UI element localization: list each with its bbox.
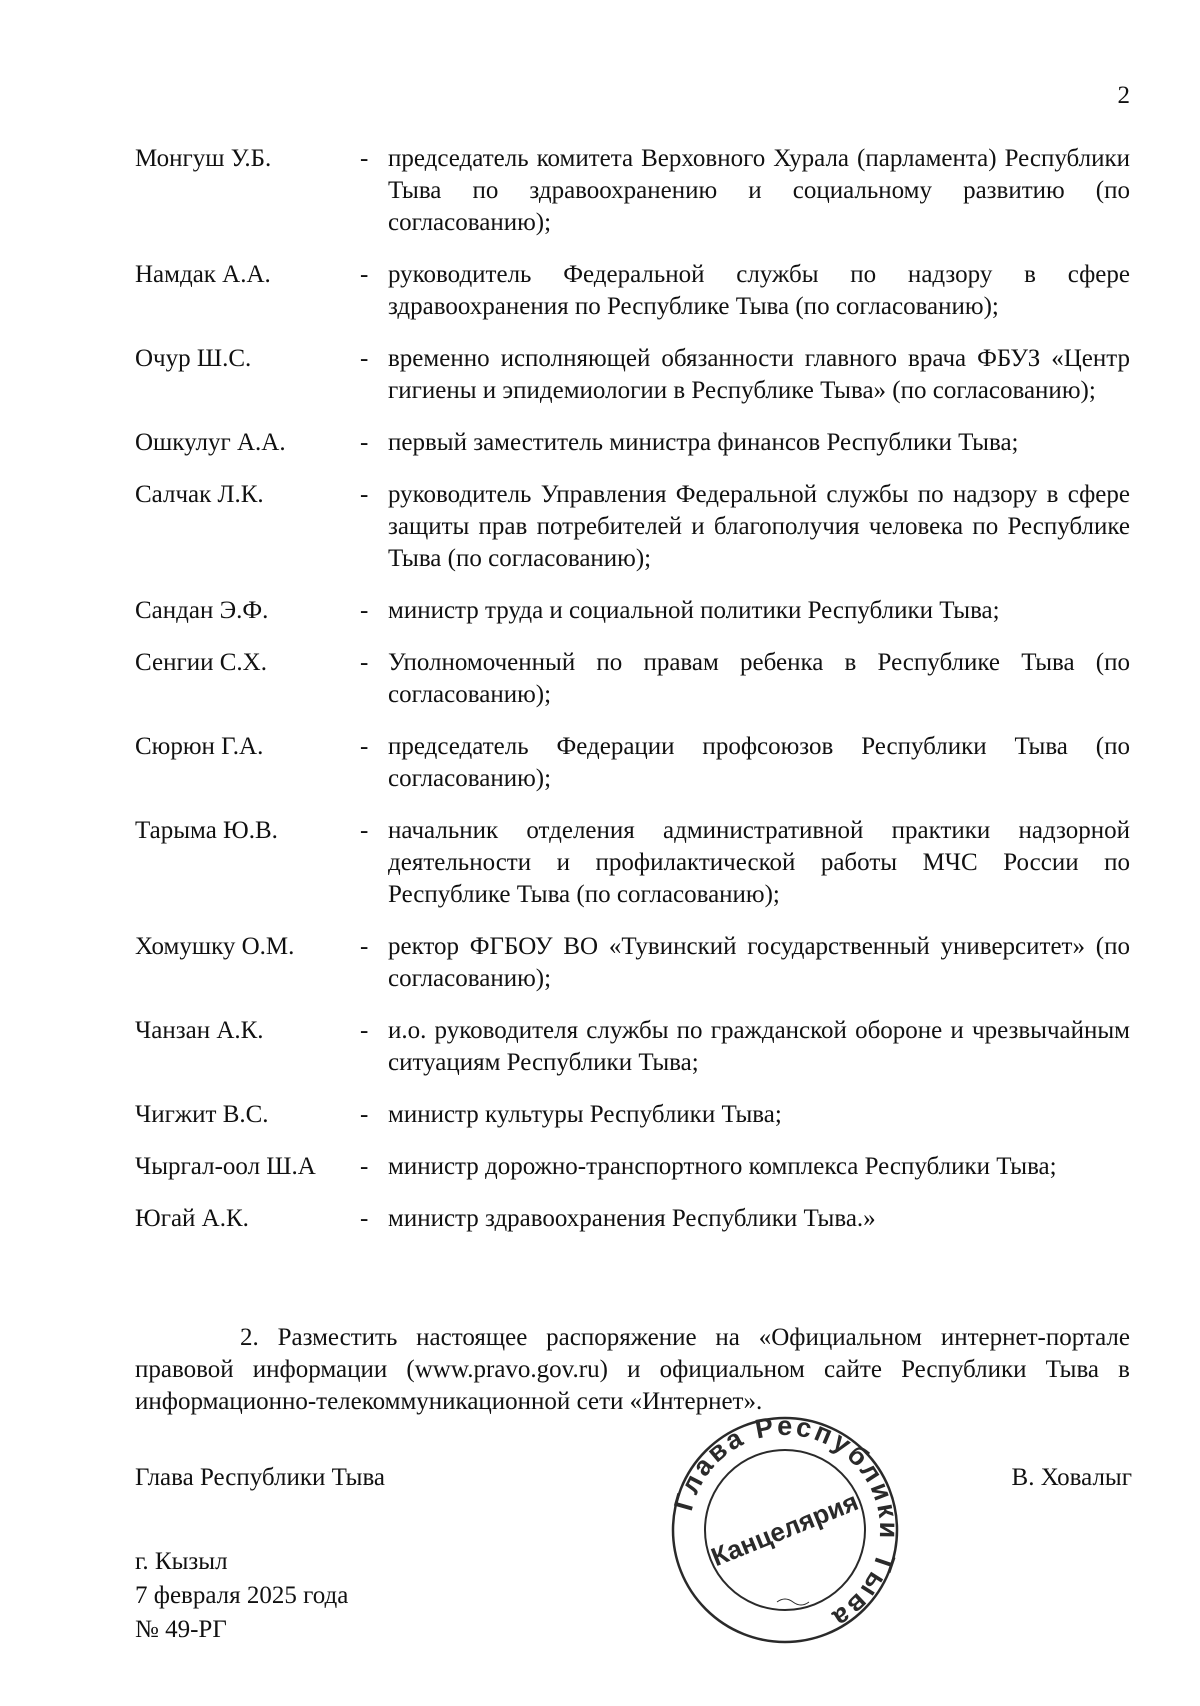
member-dash: -	[360, 1101, 369, 1128]
member-name: Сандан Э.Ф.	[135, 597, 269, 624]
member-name: Тарыма Ю.В.	[135, 817, 278, 844]
member-dash: -	[360, 261, 369, 288]
member-dash: -	[360, 597, 369, 624]
issue-date: 7 февраля 2025 года	[135, 1582, 349, 1609]
member-role: первый заместитель министра финансов Республики Тыва;	[388, 429, 1019, 456]
signer-name: В. Ховалыг	[1011, 1464, 1132, 1491]
member-row	[135, 595, 1130, 627]
page-number: 2	[1117, 82, 1130, 109]
issue-number: № 49-РГ	[135, 1616, 227, 1643]
member-dash: -	[360, 481, 369, 508]
seal-outer-textpath: Глава Республики Тыва	[668, 1410, 905, 1636]
member-role: председатель Федерации профсоюзов Республики Тыва (по согласованию);	[388, 733, 1130, 792]
member-row	[135, 427, 1130, 459]
member-role: министр культуры Республики Тыва;	[388, 1101, 782, 1128]
member-row	[135, 731, 1130, 795]
member-row	[135, 479, 1130, 575]
member-role: председатель комитета Верховного Хурала (парламента) Республики Тыва по здравоохранению и социальному развитию (по согласованию);	[388, 145, 1130, 236]
member-row	[135, 1099, 1130, 1131]
member-name: Чанзан А.К.	[135, 1017, 264, 1044]
member-dash: -	[360, 1205, 369, 1232]
members-list	[135, 143, 1130, 1255]
member-dash: -	[360, 345, 369, 372]
member-role: начальник отделения административной практики надзорной деятельности и профилактической работы МЧС России по Республике Тыва (по согласованию);	[388, 817, 1130, 908]
member-dash: -	[360, 145, 369, 172]
signature-title: Глава Республики Тыва	[135, 1464, 386, 1491]
member-role: временно исполняющей обязанности главного врача ФБУЗ «Центр гигиены и эпидемиологии в Республике Тыва» (по согласованию);	[388, 345, 1130, 404]
member-dash: -	[360, 649, 369, 676]
member-role: ректор ФГБОУ ВО «Тувинский государственный университет» (по согласованию);	[388, 933, 1130, 992]
member-row	[135, 647, 1130, 711]
member-row	[135, 1203, 1130, 1235]
member-name: Хомушку О.М.	[135, 933, 295, 960]
closing-paragraph: 2. Разместить настоящее распоряжение на «Официальном интернет-портале правовой информации (www.pravo.gov.ru) и официальном сайте Республики Тыва в информационно-телекоммуникационной сети «Интернет».	[135, 1324, 1130, 1415]
member-dash: -	[360, 429, 369, 456]
issue-details	[135, 1545, 348, 1647]
member-role: Уполномоченный по правам ребенка в Республике Тыва (по согласованию);	[388, 649, 1130, 708]
member-name: Сенгии С.Х.	[135, 649, 267, 676]
member-name: Сюрюн Г.А.	[135, 733, 264, 760]
member-dash: -	[360, 817, 369, 844]
seal-scribble	[777, 1599, 809, 1605]
member-dash: -	[360, 933, 369, 960]
member-row	[135, 343, 1130, 407]
member-name: Чигжит В.С.	[135, 1101, 269, 1128]
member-row	[135, 815, 1130, 911]
member-name: Ошкулуг А.А.	[135, 429, 286, 456]
member-dash: -	[360, 1017, 369, 1044]
member-role: министр здравоохранения Республики Тыва.»	[388, 1205, 876, 1232]
member-dash: -	[360, 733, 369, 760]
member-name: Салчак Л.К.	[135, 481, 264, 508]
member-dash: -	[360, 1153, 369, 1180]
member-row	[135, 259, 1130, 323]
member-row	[135, 1015, 1130, 1079]
member-name: Югай А.К.	[135, 1205, 249, 1232]
member-name: Очур Ш.С.	[135, 345, 252, 372]
member-role: руководитель Управления Федеральной службы по надзору в сфере защиты прав потребителей и благополучия человека по Республике Тыва (по согласованию);	[388, 481, 1130, 572]
member-role: министр дорожно-транспортного комплекса Республики Тыва;	[388, 1153, 1057, 1180]
member-name: Чыргал-оол Ш.А	[135, 1153, 316, 1180]
member-row	[135, 143, 1130, 239]
official-seal	[665, 1410, 905, 1650]
member-name: Намдак А.А.	[135, 261, 271, 288]
issue-city: г. Кызыл	[135, 1548, 228, 1575]
member-name: Монгуш У.Б.	[135, 145, 272, 172]
member-row	[135, 1151, 1130, 1183]
member-role: министр труда и социальной политики Республики Тыва;	[388, 597, 1000, 624]
member-role: и.о. руководителя службы по гражданской обороне и чрезвычайным ситуациям Республики Тыва;	[388, 1017, 1130, 1076]
member-row	[135, 931, 1130, 995]
member-role: руководитель Федеральной службы по надзору в сфере здравоохранения по Республике Тыва (по согласованию);	[388, 261, 1130, 320]
seal-inner-text: Канцелярия	[706, 1486, 863, 1573]
